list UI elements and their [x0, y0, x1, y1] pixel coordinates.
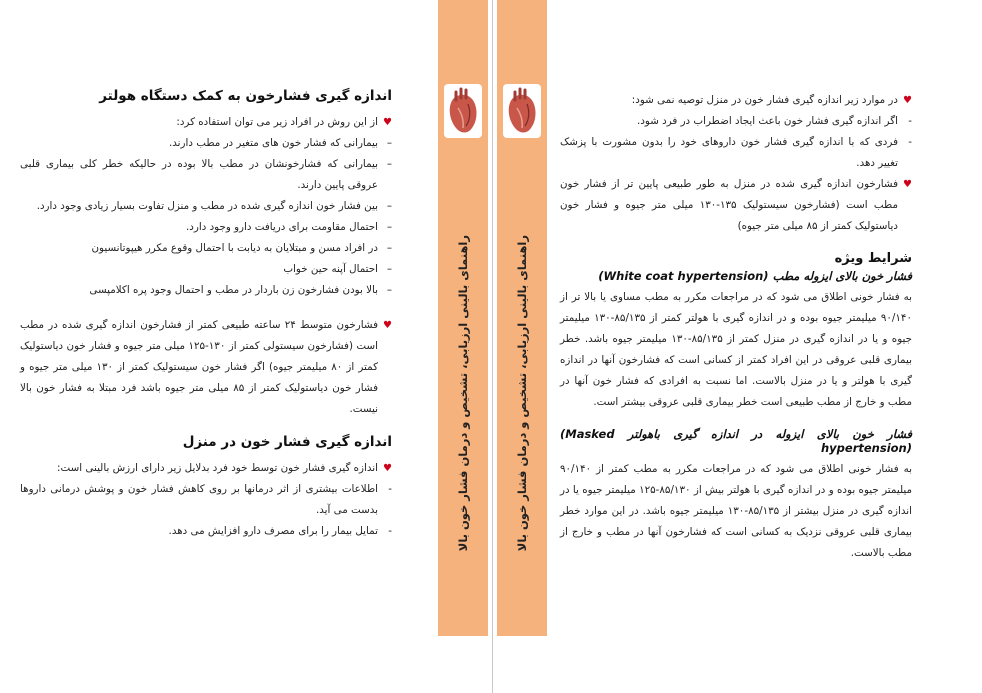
- fold-divider: [492, 0, 493, 693]
- list-item: – بین فشار خون اندازه گیری شده در مطب و منزل تفاوت بسیار زیادی وجود دارد.: [20, 196, 392, 217]
- holter-heading: اندازه گیری فشارخون به کمک دستگاه هولتر: [99, 88, 392, 104]
- list-item: - فردی که با اندازه گیری فشار خون داروهای خود را بدون مشورت با پزشک تغییر دهد.: [560, 132, 912, 174]
- list-item: - اگر اندازه گیری فشار خون باعث ایجاد اضطراب در فرد شود.: [560, 111, 912, 132]
- white-coat-text: به فشار خونی اطلاق می شود که در مراجعات مکرر به مطب مساوی یا بالا تر از ۹۰/۱۴۰ میلیمتر جیوه بوده و در اندازه گیری با هولتر کمتر از ۸۵/۱۳۵-۱۳۰ میلیمتر جیوه و یا در اندازه گیری در منزل کمتر از ۸۵/۱۳۵-۱۳۰ میلیمتر جیوه باشد. خطر بیماری قلبی عروقی در این افراد کمتر از کسانی است که فشارخون آنها در اندازه گیری با هولتر و یا در منزل بالاست. اما نسبت به افرادی که فشار خون آنها در مطب و خارج از مطب طبیعی است خطر بیماری قلبی عروقی بیشتر است.: [560, 291, 912, 408]
- home-normal-paragraph: ♥ فشارخون اندازه گیری شده در منزل به طور طبیعی پایین تر از فشار خون مطب است (فشارخون سیستولیک ۱۳۵-۱۳۰ میلی متر جیوه و فشار خون دیاستولیک کمتر از ۸۵ میلی متر جیوه): [560, 174, 912, 237]
- heart-icon: [444, 84, 482, 138]
- masked-heading: فشار خون بالای ایزوله در اندازه گیری باهولتر (Masked hypertension): [560, 427, 912, 455]
- left-page: [0, 0, 438, 693]
- list-item: – بالا بودن فشارخون زن باردار در مطب و احتمال وجود پره اکلامپسی: [20, 280, 392, 301]
- home-intro: ♥ اندازه گیری فشار خون توسط خود فرد بدلایل زیر دارای ارزش بالینی است:: [20, 458, 392, 479]
- left-band-title: راهنمای بالینی ارزیابی، تشخیص و درمان فشار خون بالا: [456, 234, 470, 552]
- right-page: [548, 0, 982, 693]
- heart-icon: [503, 84, 541, 138]
- list-item: – در افراد مسن و مبتلایان به دیابت با احتمال وقوع مکرر هیپوتانسیون: [20, 238, 392, 259]
- list-item: – احتمال مقاومت برای دریافت دارو وجود دارد.: [20, 217, 392, 238]
- list-item: - تمایل بیمار را برای مصرف دارو افزایش می دهد.: [20, 521, 392, 542]
- not-recommended-intro: ♥ در موارد زیر اندازه گیری فشار خون در منزل توصیه نمی شود:: [560, 90, 912, 111]
- list-item: - اطلاعات بیشتری از اثر درمانها بر روی کاهش فشار خون و پوشش درمانی داروها بدست می آید.: [20, 479, 392, 521]
- special-conditions-heading: شرایط ویژه: [834, 251, 912, 266]
- holter-intro: ♥ از این روش در افراد زیر می توان استفاده کرد:: [20, 112, 392, 133]
- list-item: – احتمال آپنه حین خواب: [20, 259, 392, 280]
- heart-bullet-icon: ♥: [383, 320, 392, 331]
- home-heading: اندازه گیری فشار خون در منزل: [182, 434, 392, 450]
- list-item: – بیمارانی که فشار خون های متغیر در مطب دارند.: [20, 133, 392, 154]
- masked-text: به فشار خونی اطلاق می شود که در مراجعات مکرر به مطب کمتر از ۹۰/۱۴۰ میلیمتر جیوه بوده و در اندازه گیری با هولتر بیش از ۸۵/۱۳۰-۱۲۵ میلیمتر جیوه یا در اندازه گیری در منزل بیشتر از ۸۵/۱۳۵-۱۳۰ میلیمتر جیوه باشد. در این موارد خطر بیماری قلبی عروقی نزدیک به کسانی است که فشارخون آنها در مطب و خارج از مطب بالاست.: [560, 463, 912, 559]
- holter-paragraph: ♥ فشارخون متوسط ۲۴ ساعته طبیعی کمتر از فشارخون اندازه گیری شده در مطب است (فشارخون سیستولی کمتر از ۱۳۰-۱۲۵ میلی متر جیوه و فشار خون دیاستولیک کمتر از ۸۰ میلیمتر جیوه) اگر فشار خون سیستولیک کمتر از ۱۳۰ میلی متر جیوه و فشار خون دیاستولیک کمتر از ۸۵ میلی متر جیوه باشد فرد مبتلا به فشار خون بالا نیست.: [20, 315, 392, 420]
- white-coat-heading: فشار خون بالای ایزوله مطب (White coat hypertension): [598, 269, 912, 283]
- heart-bullet-icon: ♥: [903, 95, 912, 106]
- right-band-title: راهنمای بالینی ارزیابی، تشخیص و درمان فشار خون بالا: [515, 234, 529, 552]
- heart-bullet-icon: ♥: [383, 117, 392, 128]
- list-item: – بیمارانی که فشارخونشان در مطب بالا بوده در حالیکه خطر کلی بیماری قلبی عروقی پایین دارند.: [20, 154, 392, 196]
- heart-bullet-icon: ♥: [383, 463, 392, 474]
- heart-bullet-icon: ♥: [903, 179, 912, 190]
